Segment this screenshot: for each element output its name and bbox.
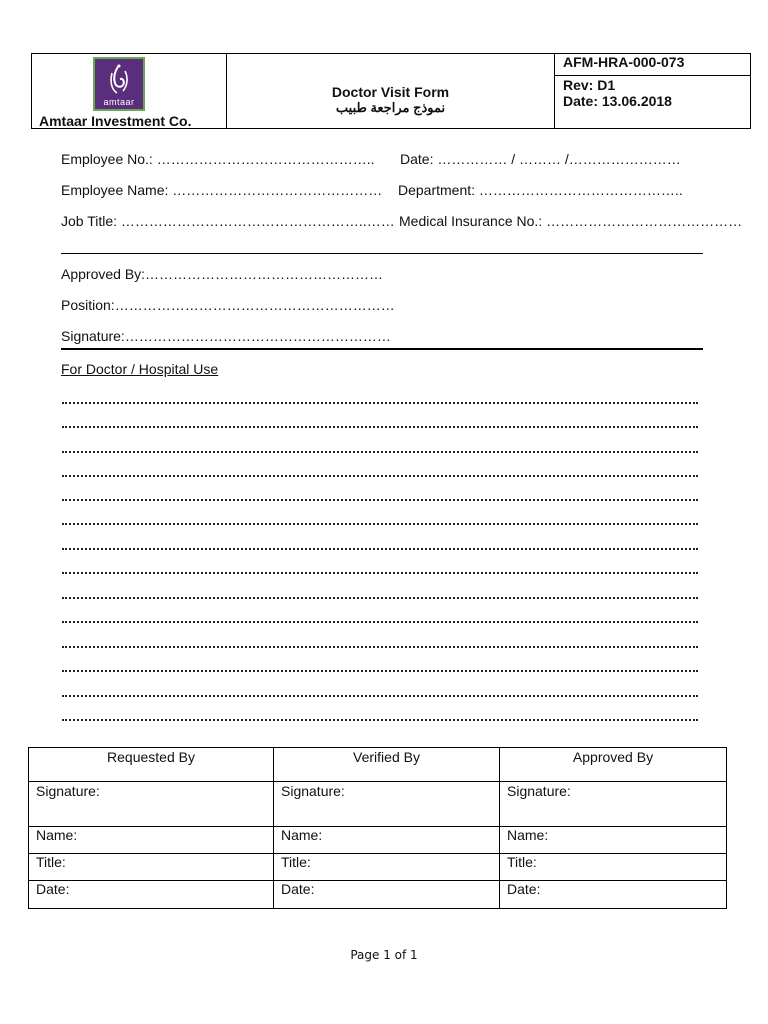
doctor-note-line[interactable] (62, 548, 698, 550)
doctor-section-heading: For Doctor / Hospital Use (61, 361, 219, 377)
doctor-note-line[interactable] (62, 475, 698, 477)
approved-date-cell[interactable]: Date: (500, 881, 727, 909)
doctor-note-line[interactable] (62, 402, 698, 404)
form-header (31, 53, 751, 129)
approved-by-header: Approved By (500, 748, 727, 782)
verified-date-cell[interactable]: Date: (274, 881, 500, 909)
doctor-note-line[interactable] (62, 523, 698, 525)
signoff-date-row (29, 881, 727, 909)
signoff-signature-row (29, 782, 727, 827)
document-date: Date: 13.06.2018 (563, 93, 672, 109)
doctor-note-line[interactable] (62, 426, 698, 428)
signoff-header-row (29, 748, 727, 782)
company-cell (32, 54, 227, 128)
verified-title-cell[interactable]: Title: (274, 854, 500, 881)
logo-wordmark: amtaar (103, 97, 135, 107)
company-name: Amtaar Investment Co. (39, 113, 192, 129)
requested-date-cell[interactable]: Date: (29, 881, 274, 909)
requested-by-header: Requested By (29, 748, 274, 782)
document-info-cell (555, 54, 750, 128)
calligraphy-logo-icon (103, 63, 135, 97)
department-field[interactable]: Department: …………………………………….. (398, 182, 683, 198)
doctor-note-line[interactable] (62, 499, 698, 501)
form-title-arabic: نموذج مراجعة طبيب (335, 100, 446, 115)
position-field[interactable]: Position:…………………………………………………… (61, 297, 395, 313)
employee-no-field[interactable]: Employee No.: ……………………………………….. (61, 151, 375, 167)
doctor-note-line[interactable] (62, 597, 698, 599)
date-field[interactable]: Date: …………… / ……… /…………………… (400, 151, 681, 167)
verified-by-header: Verified By (274, 748, 500, 782)
document-code-row (555, 54, 750, 76)
signoff-table (28, 747, 727, 909)
signoff-name-row (29, 827, 727, 854)
doctor-note-line[interactable] (62, 572, 698, 574)
page-number: Page 1 of 1 (350, 948, 418, 962)
approved-title-cell[interactable]: Title: (500, 854, 727, 881)
approved-name-cell[interactable]: Name: (500, 827, 727, 854)
requested-name-cell[interactable]: Name: (29, 827, 274, 854)
requested-title-cell[interactable]: Title: (29, 854, 274, 881)
signoff-title-row (29, 854, 727, 881)
document-code: AFM-HRA-000-073 (563, 54, 685, 70)
form-title: Doctor Visit Form (331, 84, 450, 100)
section-divider (61, 253, 703, 254)
company-logo (93, 57, 145, 111)
doctor-note-line[interactable] (62, 719, 698, 721)
revision: Rev: D1 (563, 77, 616, 93)
doctor-note-line[interactable] (62, 646, 698, 648)
verified-signature-cell[interactable]: Signature: (274, 782, 500, 827)
approved-by-field[interactable]: Approved By:…………………………………………… (61, 266, 384, 282)
title-cell (227, 54, 555, 128)
employee-name-field[interactable]: Employee Name: ……………………………………… (61, 182, 383, 198)
signature-field[interactable]: Signature:………………………………………………… (61, 328, 391, 344)
approved-signature-cell[interactable]: Signature: (500, 782, 727, 827)
requested-signature-cell[interactable]: Signature: (29, 782, 274, 827)
section-divider (61, 348, 703, 350)
doctor-note-line[interactable] (62, 695, 698, 697)
verified-name-cell[interactable]: Name: (274, 827, 500, 854)
job-title-field[interactable]: Job Title: ……………………………………………..…… (61, 213, 395, 229)
doctor-note-line[interactable] (62, 621, 698, 623)
medical-insurance-field[interactable]: Medical Insurance No.: …………………………………… (399, 213, 743, 229)
doctor-note-line[interactable] (62, 451, 698, 453)
doctor-note-line[interactable] (62, 670, 698, 672)
